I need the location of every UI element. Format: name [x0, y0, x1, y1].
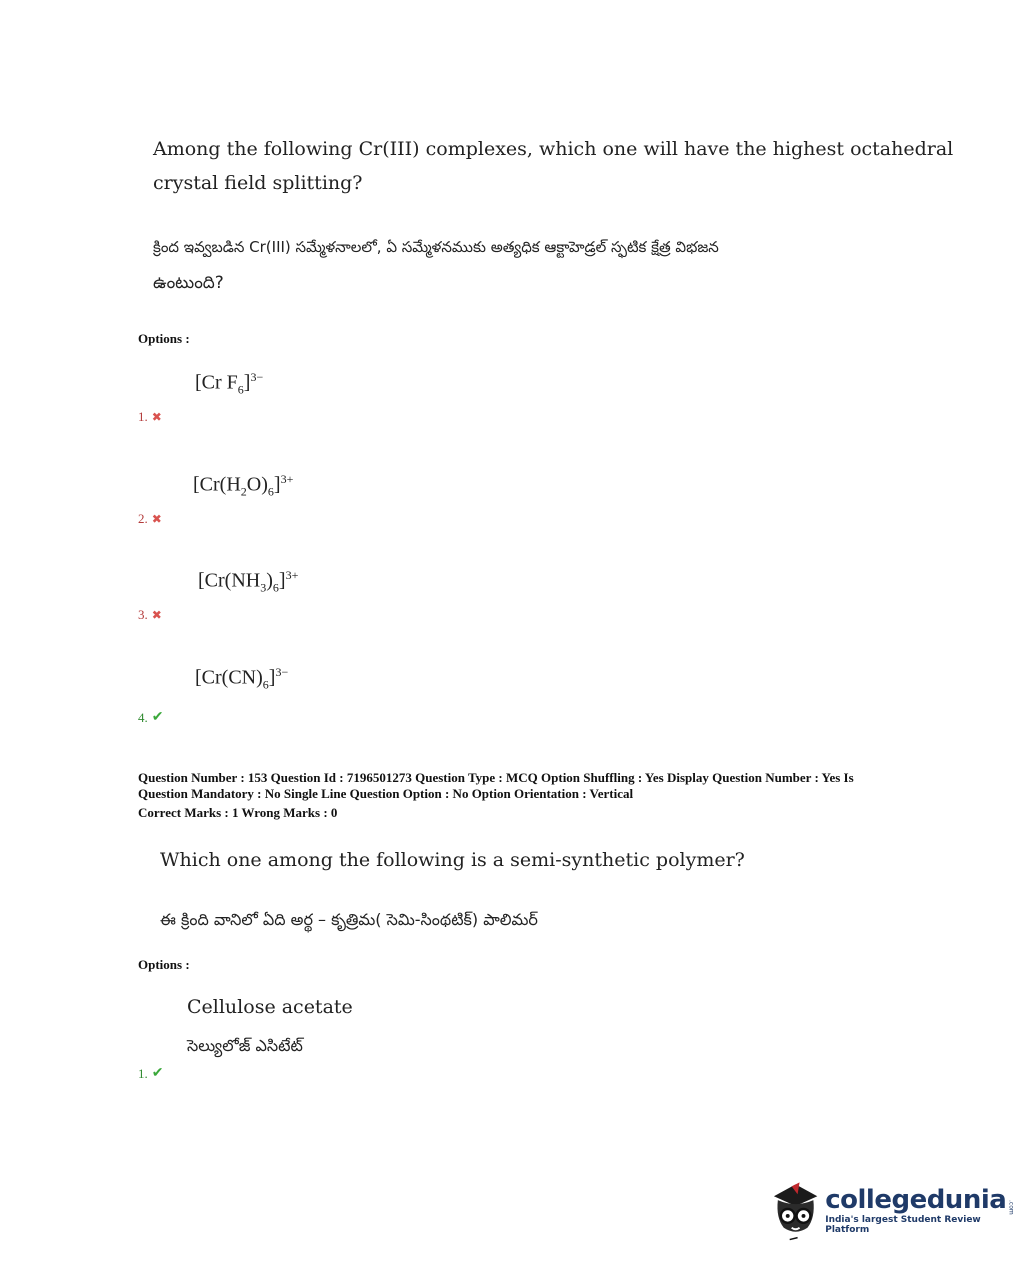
logo-tagline: India's largest Student Review Platform — [825, 1215, 981, 1235]
option-4-formula: $[Cr(CN)_6]^{3-}$ — [195, 665, 289, 692]
question-1-text-en — [153, 132, 953, 200]
option-3-formula: $[Cr(NH_3)_6]^{3+}$ — [198, 568, 299, 595]
question-2-text-en: Which one among the following is a semi-synthetic polymer? — [160, 849, 745, 871]
option-3-number[interactable]: 3. ✖ — [138, 607, 162, 622]
option-4-number[interactable]: 4. ✔ — [138, 709, 164, 725]
cross-mark-icon: ✖ — [151, 511, 162, 526]
q2-option-1-en: Cellulose acetate — [187, 996, 353, 1018]
question-1-text-te — [153, 229, 893, 301]
question-1-te-line-2: ఉంటుంది? — [153, 273, 224, 293]
check-mark-icon: ✔ — [151, 1066, 164, 1081]
q2-option-1-number[interactable]: 1. ✔ — [138, 1065, 164, 1081]
question-2-text-te: ఈ క్రింది వానిలో ఏది అర్థ – కృత్రిమ( సెమి-సింథటిక్) పాలిమర్ — [160, 910, 538, 929]
question-1-line-1: Among the following Cr(III) complexes, which one will have the highest octahedral — [153, 138, 954, 160]
logo-name: collegedunia — [825, 1185, 1007, 1215]
question-meta — [138, 770, 938, 821]
q2-option-1-te: సెల్యులోజ్ ఎసిటేట్ — [187, 1036, 303, 1055]
option-2-number[interactable]: 2. ✖ — [138, 511, 162, 526]
collegedunia-logo — [768, 1178, 1025, 1242]
option-1-formula: [Cr $F_6]^{3-}$ — [195, 370, 264, 397]
cross-mark-icon: ✖ — [151, 607, 162, 622]
check-mark-icon: ✔ — [151, 710, 164, 725]
options-label-2: Options : — [138, 957, 190, 972]
cross-mark-icon: ✖ — [151, 409, 162, 424]
question-1-line-2: crystal field splitting? — [153, 172, 363, 194]
mascot-icon — [768, 1178, 823, 1242]
options-label-1: Options : — [138, 331, 190, 346]
logo-com: .com — [1007, 1200, 1015, 1215]
meta-line-3: Correct Marks : 1 Wrong Marks : 0 — [138, 805, 338, 820]
option-2-formula: $[Cr(H_2O)_6]^{3+}$ — [193, 472, 294, 499]
question-1-te-line-1: క్రింద ఇవ్వబడిన Cr(III) సమ్మేళనాలలో, ఏ సమ్మేళనముకు అత్యధిక ఆక్టాహెడ్రల్ స్ఫటిక క్షేత్ర విభజన — [153, 238, 719, 256]
meta-line-2: Question Mandatory : No Single Line Question Option : No Option Orientation : Vertical — [138, 786, 634, 801]
option-1-number[interactable]: 1. ✖ — [138, 409, 162, 424]
meta-line-1: Question Number : 153 Question Id : 7196501273 Question Type : MCQ Option Shuffling : Yes Display Question Number : Yes Is — [138, 770, 854, 785]
